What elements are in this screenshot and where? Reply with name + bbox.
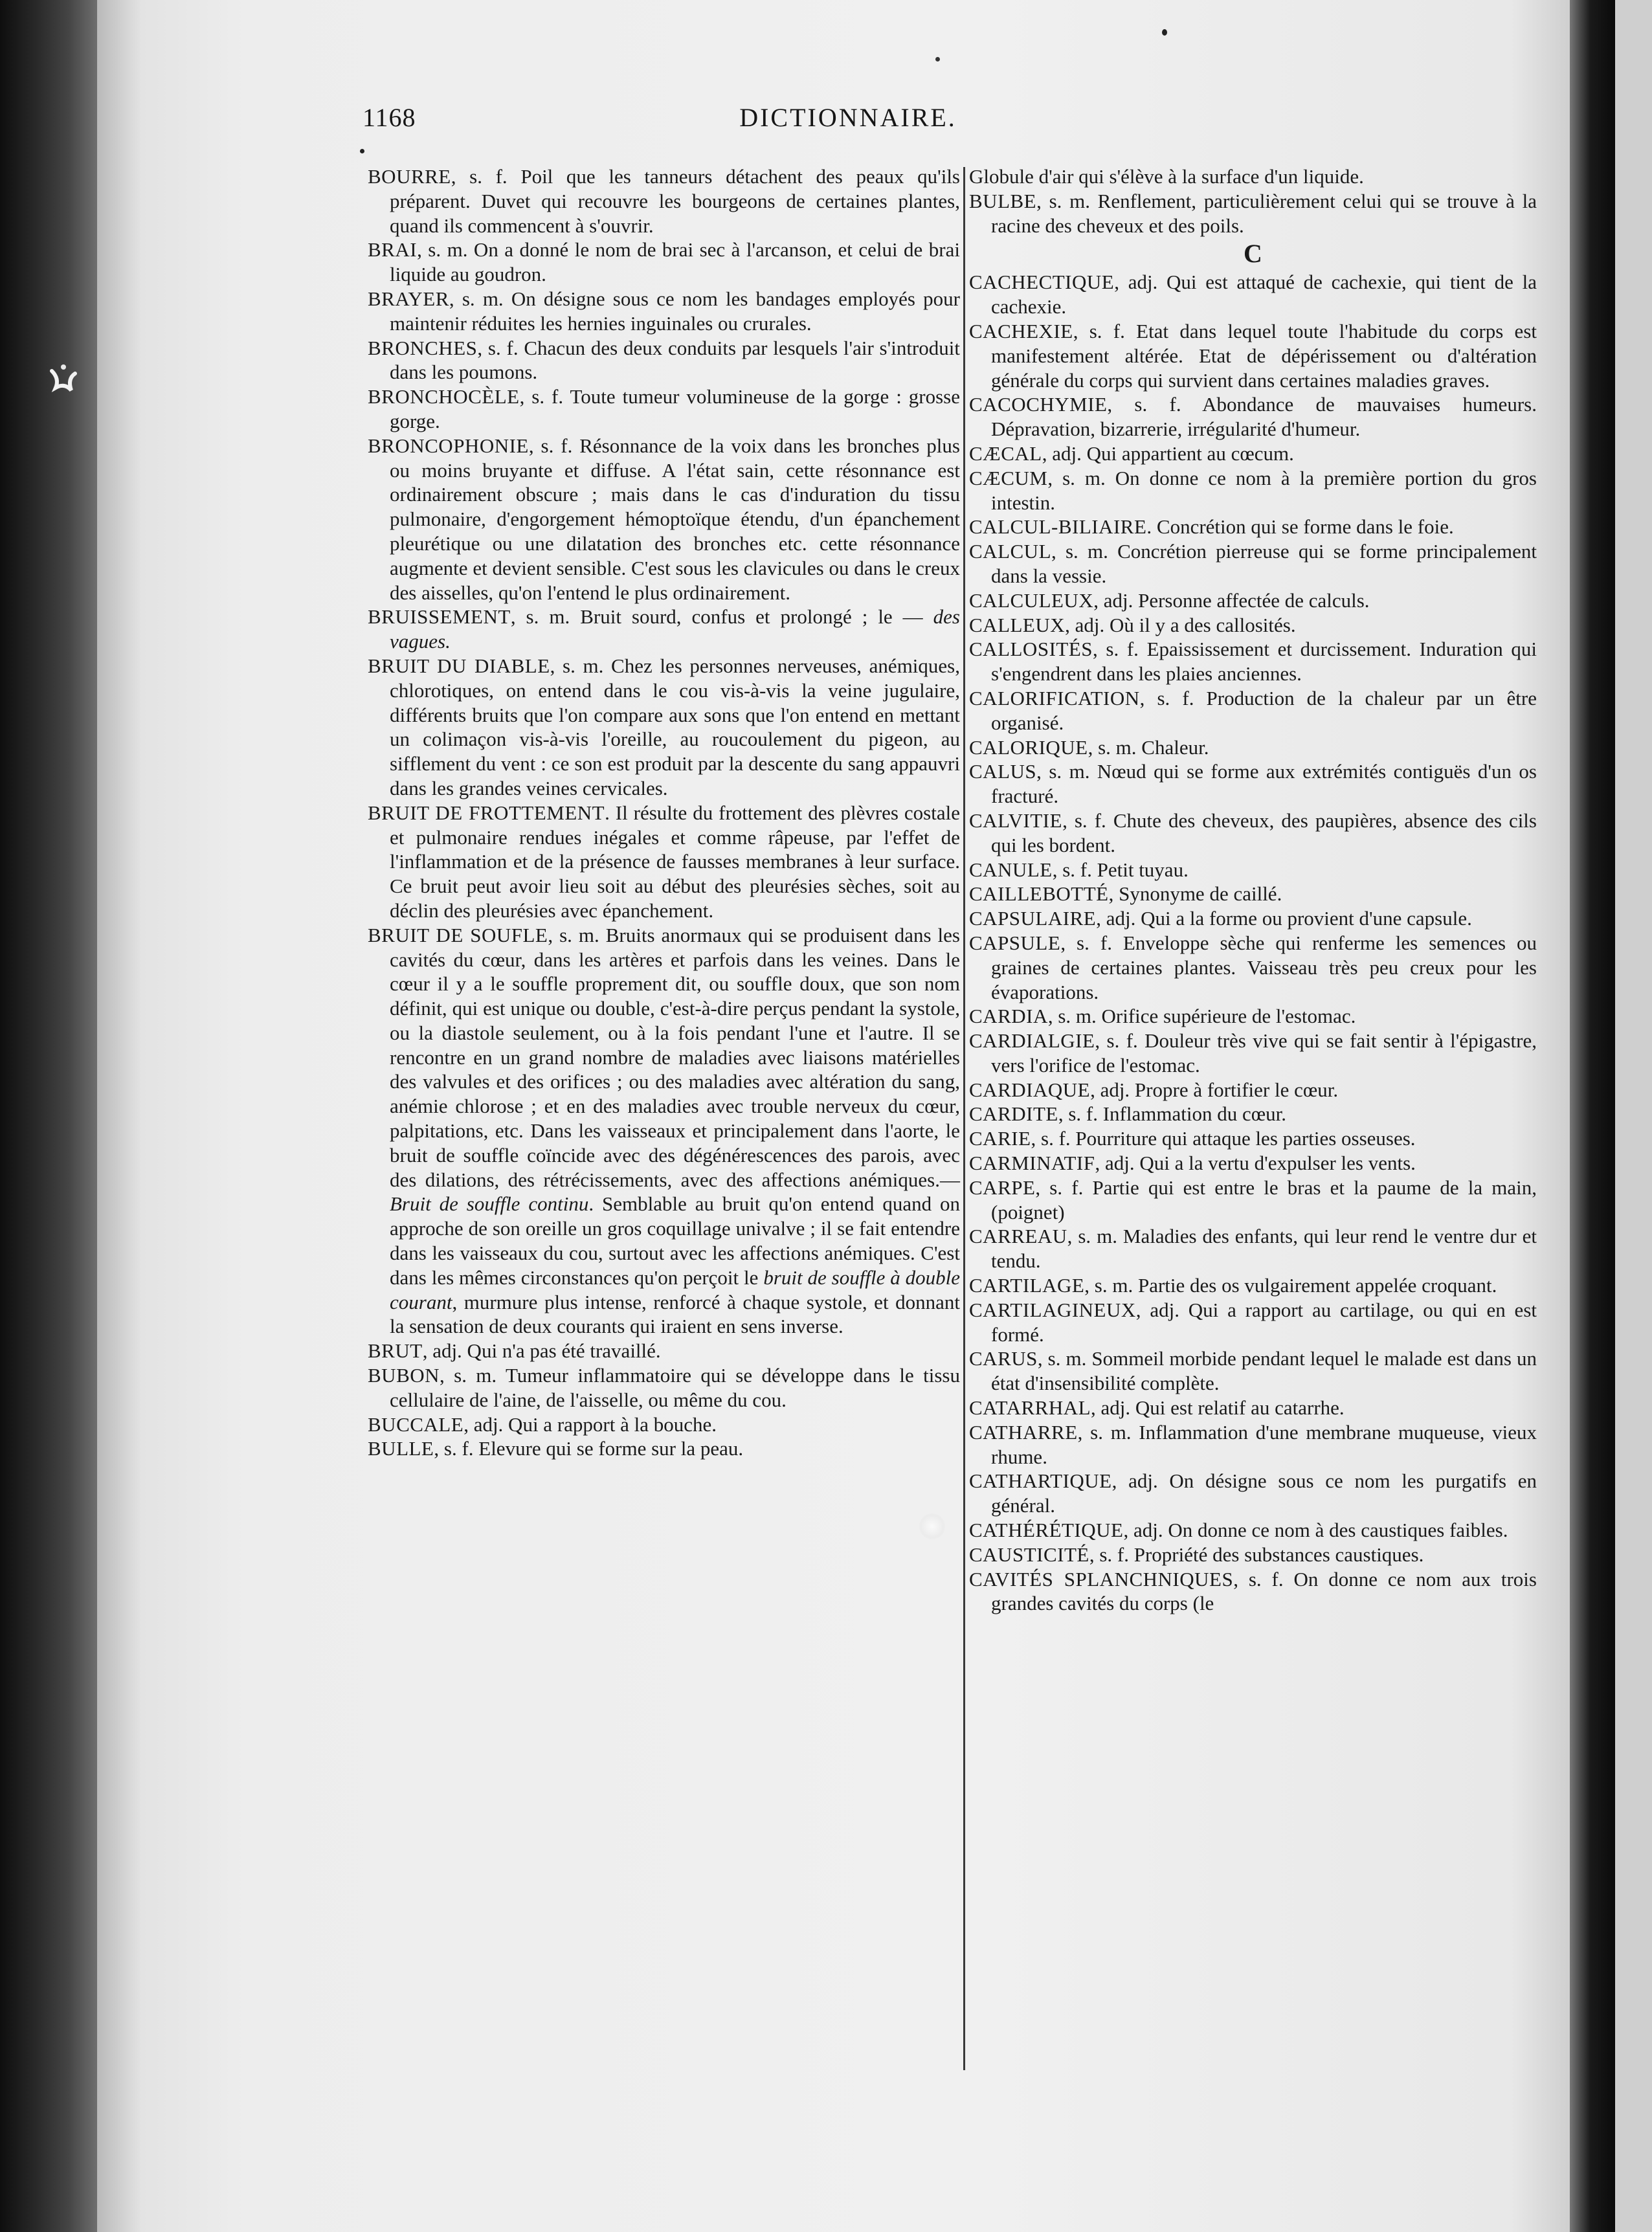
dictionary-entry — [969, 392, 1537, 441]
entry-term: BRUIT DE SOUFLE — [368, 923, 548, 946]
entry-term: CACHECTIQUE — [969, 271, 1115, 294]
entry-definition: , s. f. Pourriture qui attaque les parties osseuses. — [1031, 1127, 1416, 1150]
entry-term: BOURRE — [368, 165, 451, 188]
right-column — [969, 164, 1537, 1616]
entry-definition: , s. m. Inflammation d'une membrane muqueuse, vieux rhume. — [991, 1420, 1537, 1468]
entry-definition: , s. m. On a donné le nom de brai sec à l'arcanson, et celui de brai liquide au goudron. — [390, 238, 960, 286]
entry-term: CALORIQUE — [969, 735, 1088, 759]
ink-dot — [935, 57, 940, 61]
entry-definition: , adj. Qui a rapport à la bouche. — [463, 1412, 717, 1436]
entry-italic: des vagues. — [390, 605, 960, 653]
dictionary-entry — [969, 637, 1537, 686]
entry-term: CALCULEUX — [969, 588, 1094, 612]
dictionary-entry — [969, 1346, 1537, 1396]
entry-term: CALUS — [969, 760, 1037, 783]
dictionary-entry — [969, 882, 1537, 906]
page-header — [363, 102, 1334, 141]
entry-term: CACHEXIE — [969, 319, 1073, 342]
entry-definition: , s. m. Bruits anormaux qui se produisent dans les cavités du cœur, dans les artères et parfois dans les veines. Dans le cœur il y a le souffle proprement dit, ou souffle doux, que son nom définit, qui est unique ou double, c'est-à-dire perçus pendant la systole, ou la diastole seulement, ou à la fois pendant l'une et l'autre. Il se rencontre en un grand nombre de maladies avec liaisons matérielles des valvules et des orifices ; ou des maladies avec altération du sang, anémie chlorose ; et en des maladies avec trouble nerveux du cœur, palpitations, etc. Dans les vaisseaux et principalement dans l'aorte, le bruit de souffle coïncide avec des dégénérescences des parois, avec des dilations, des rétrécissements, avec des affections anémiques.— — [390, 923, 960, 1191]
entry-term: CATHÉRÉTIQUE — [969, 1519, 1124, 1542]
dictionary-entry — [368, 287, 960, 336]
entry-term: CALLOSITÉS — [969, 638, 1093, 661]
entry-term: BUBON — [368, 1364, 440, 1387]
entry-definition: , s. m. Sommeil morbide pendant lequel le malade est dans un état d'insensibilité complète. — [991, 1347, 1537, 1395]
entry-term: CALCUL-BILIAIRE — [969, 515, 1147, 539]
dictionary-entry — [969, 1078, 1537, 1102]
dictionary-entry — [969, 1126, 1537, 1151]
entry-term: CARDIALGIE — [969, 1029, 1095, 1053]
dictionary-entry — [969, 809, 1537, 858]
dictionary-entry — [368, 1436, 960, 1461]
dictionary-entry — [969, 1004, 1537, 1029]
right-column-continuation — [969, 164, 1537, 238]
dictionary-entry — [969, 858, 1537, 882]
entry-definition: , s. f. Abondance de mauvaises humeurs. Dépravation, bizarrerie, irrégularité d'humeur. — [991, 393, 1537, 441]
running-head: DICTIONNAIRE. — [739, 103, 957, 132]
entry-definition: , s. f. Chacun des deux conduits par lesquels l'air s'introduit dans les poumons. — [390, 336, 960, 384]
entry-definition: , s. f. Enveloppe sèche qui renferme les semences ou graines de certaines plantes. Vaisseau très peu creux pour les évaporations. — [991, 931, 1537, 1003]
entry-definition: , s. m. Partie des os vulgairement appelée croquant. — [1084, 1274, 1497, 1297]
entry-definition: Globule d'air qui s'élève à la surface d'un liquide. — [969, 165, 1364, 188]
entry-term: BUCCALE — [368, 1412, 464, 1436]
entry-term: CARTILAGE — [969, 1274, 1085, 1297]
entry-term: CARTILAGINEUX — [969, 1298, 1136, 1321]
entry-definition: , s. f. Etat dans lequel toute l'habitude du corps est manifestement altérée. Etat de dépérissement ou d'altération générale du corps qui survient dans certaines maladies graves. — [991, 319, 1537, 392]
entry-definition: , adj. Qui a rapport au cartilage, ou qui en est formé. — [991, 1298, 1537, 1346]
entry-definition: , s. f. Toute tumeur volumineuse de la gorge : grosse gorge. — [390, 385, 960, 432]
entry-definition: , Synonyme de caillé. — [1108, 882, 1282, 906]
dictionary-entry — [969, 539, 1537, 588]
entry-definition: , adj. Propre à fortifier le cœur. — [1090, 1078, 1339, 1101]
entry-definition: , s. f. Elevure qui se forme sur la peau. — [434, 1437, 744, 1460]
entry-definition: , adj. Personne affectée de calculs. — [1093, 588, 1370, 612]
entry-definition: , s. f. Poil que les tanneurs détachent des peaux qu'ils préparent. Duvet qui recouvre les bourgeons de certaines plantes, quand ils commencent à s'ouvrir. — [390, 165, 960, 237]
entry-term: BRUIT DU DIABLE — [368, 654, 550, 677]
entry-term: CAVITÉS SPLANCHNIQUES — [969, 1567, 1234, 1590]
dictionary-entry — [969, 164, 1537, 189]
dictionary-entry — [969, 906, 1537, 931]
entry-definition: , s. m. Renflement, particulièrement celui qui se trouve à la racine des cheveux et des poils. — [991, 189, 1537, 237]
entry-term: CÆCUM — [969, 466, 1048, 489]
dictionary-entry — [969, 1102, 1537, 1126]
dictionary-entry — [368, 801, 960, 923]
dictionary-entry — [969, 441, 1537, 466]
dictionary-entry — [969, 1273, 1537, 1298]
entry-term: CALVITIE — [969, 809, 1063, 832]
entry-term: CATHARTIQUE — [969, 1469, 1112, 1493]
entry-definition: , adj. On désigne sous ce nom les purgatifs en général. — [991, 1469, 1537, 1517]
dictionary-entry — [368, 605, 960, 654]
dictionary-entry — [969, 759, 1537, 809]
entry-italic: bruit de souffle à double courant — [390, 1266, 960, 1313]
entry-term: CARDITE — [969, 1102, 1058, 1126]
entry-definition: . Semblable au bruit qu'on entend quand on approche de son oreille un gros coquillage univalve ; il se fait entendre dans les vaisseaux du cou, surtout avec les affections anémiques. C'est dans les mêmes circonstances qu'on perçoit le — [390, 1192, 960, 1289]
entry-term: CARREAU — [969, 1225, 1067, 1248]
right-column-entries — [969, 270, 1537, 1616]
entry-definition: . Il résulte du frottement des plèvres costale et pulmonaire rendues inégales et comme râpeuse, par l'effet de l'inflammation et de la présence de fausses membranes à leur surface. Ce bruit peut avoir lieu soit au début des pleurésies sèches, soit au déclin des pleurésies avec épanchement. — [390, 801, 960, 922]
entry-definition: , s. m. Concrétion pierreuse qui se forme principalement dans la vessie. — [991, 540, 1537, 587]
facing-page-edge — [1615, 0, 1652, 2232]
book-binding — [0, 0, 97, 2232]
entry-term: CARPE — [969, 1176, 1036, 1199]
dictionary-entry — [969, 1567, 1537, 1616]
dictionary-entry — [969, 1029, 1537, 1078]
page-number: 1168 — [363, 103, 416, 132]
entry-definition: , adj. Qui appartient au cœcum. — [1042, 441, 1294, 465]
entry-definition: , s. f. Production de la chaleur par un être organisé. — [991, 686, 1537, 734]
entry-definition: , s. f. Epaississement et durcissement. Induration qui s'engendrent dans les plaies anciennes. — [991, 638, 1537, 686]
dictionary-entry — [368, 1363, 960, 1412]
entry-definition: , s. m. Chaleur. — [1088, 735, 1209, 759]
entry-definition: , s. f. Chute des cheveux, des paupières, absence des cils qui les bordent. — [991, 809, 1537, 856]
entry-term: CARDIAQUE — [969, 1078, 1091, 1101]
dictionary-entry — [368, 238, 960, 287]
entry-definition: , adj. Où il y a des callosités. — [1065, 613, 1296, 636]
entry-definition: , s. m. Bruit sourd, confus et prolongé ; le — — [510, 605, 933, 629]
page-fold-shadow — [1570, 0, 1615, 2232]
entry-definition: , s. f. Inflammation du cœur. — [1058, 1102, 1286, 1126]
entry-term: BRUT — [368, 1339, 423, 1363]
entry-term: CAILLEBOTTÉ — [969, 882, 1109, 906]
dictionary-entry — [368, 1412, 960, 1437]
entry-definition: , s. f. On donne ce nom aux trois grandes cavités du corps (le — [991, 1567, 1537, 1615]
column-divider — [963, 167, 965, 2070]
dictionary-entry — [969, 1543, 1537, 1567]
dictionary-entry — [368, 923, 960, 1339]
dictionary-entry — [969, 189, 1537, 238]
entry-term: CARMINATIF — [969, 1152, 1095, 1175]
dictionary-entry — [969, 319, 1537, 392]
entry-term: BRAI — [368, 238, 418, 262]
entry-definition: , s. m. Maladies des enfants, qui leur rend le ventre dur et tendu. — [991, 1225, 1537, 1273]
dictionary-entry — [969, 1224, 1537, 1273]
entry-definition: , adj. Qui n'a pas été travaillé. — [422, 1339, 661, 1363]
entry-definition: , s. m. Nœud qui se forme aux extrémités contiguës d'un os fracturé. — [991, 760, 1537, 808]
entry-term: CÆCAL — [969, 441, 1042, 465]
paper-stain — [919, 1513, 945, 1539]
entry-term: CACOCHYMIE — [969, 393, 1108, 416]
entry-term: BRONCOPHONIE — [368, 434, 529, 457]
margin-bullet — [360, 149, 364, 153]
entry-definition: , s. f. Propriété des substances caustiques. — [1089, 1543, 1424, 1566]
dictionary-entry — [368, 336, 960, 385]
dictionary-entry — [969, 931, 1537, 1004]
entry-italic: Bruit de souffle continu — [390, 1192, 589, 1216]
entry-definition: , s. m. On désigne sous ce nom les bandages employés pour maintenir réduites les hernies inguinales ou crurales. — [390, 287, 960, 335]
entry-term: BRONCHOCÈLE — [368, 385, 520, 408]
dictionary-entry — [969, 270, 1537, 319]
entry-term: CARUS — [969, 1347, 1038, 1370]
entry-definition: , adj. Qui a la vertu d'expulser les vents. — [1095, 1152, 1416, 1175]
entry-term: CAPSULAIRE — [969, 907, 1097, 930]
entry-definition: , s. m. Orifice supérieure de l'estomac. — [1047, 1005, 1356, 1028]
dictionary-entry — [368, 164, 960, 238]
entry-term: BULLE — [368, 1437, 434, 1460]
entry-definition: , adj. Qui est relatif au catarrhe. — [1091, 1396, 1345, 1420]
dictionary-entry — [368, 1339, 960, 1363]
dictionary-entry — [969, 515, 1537, 539]
section-letter: C — [1244, 239, 1262, 269]
entry-definition: , s. f. Partie qui est entre le bras et la paume de la main, (poignet) — [991, 1176, 1537, 1223]
entry-term: CAPSULE — [969, 931, 1061, 954]
entry-definition: , adj. Qui a la forme ou provient d'une capsule. — [1096, 907, 1472, 930]
entry-definition: , adj. Qui est attaqué de cachexie, qui tient de la cachexie. — [991, 271, 1537, 318]
entry-definition: . Concrétion qui se forme dans le foie. — [1146, 515, 1454, 539]
dictionary-entry — [368, 434, 960, 605]
dictionary-entry — [969, 588, 1537, 613]
dictionary-entry — [368, 385, 960, 434]
entry-definition: , s. m. On donne ce nom à la première portion du gros intestin. — [991, 466, 1537, 514]
left-column — [368, 164, 960, 1461]
entry-definition: , s. m. Tumeur inflammatoire qui se développe dans le tissu cellulaire de l'aine, de l'aisselle, ou même du cou. — [390, 1364, 960, 1411]
entry-term: BRONCHES — [368, 336, 478, 359]
dictionary-entry — [969, 735, 1537, 760]
dictionary-entry — [969, 1298, 1537, 1347]
entry-term: CAUSTICITÉ — [969, 1543, 1089, 1566]
entry-definition: , s. f. Douleur très vive qui se fait sentir à l'épigastre, vers l'orifice de l'estomac. — [991, 1029, 1537, 1077]
entry-term: CARDIA — [969, 1005, 1048, 1028]
entry-term: CALCUL — [969, 540, 1051, 563]
dictionary-entry — [969, 1420, 1537, 1469]
entry-term: BRAYER — [368, 287, 449, 310]
entry-term: BRUISSEMENT — [368, 605, 511, 629]
dictionary-entry — [969, 1518, 1537, 1543]
entry-definition: , s. f. Résonnance de la voix dans les bronches plus ou moins bruyante et diffuse. A l'état sain, cette résonnance est ordinairement obscure ; mais dans le cas d'induration du tissu pulmonaire, d'engorgement hémoptoïque étendu, d'un épanchement pleurétique ou une dilatation des bronches etc. cette résonnance augmente et devient sensible. C'est sous les clavicules ou dans le creux des aisselles, qu'on l'entend le plus ordinairement. — [390, 434, 960, 604]
entry-term: CATARRHAL — [969, 1396, 1091, 1420]
entry-definition: , adj. On donne ce nom à des caustiques faibles. — [1123, 1519, 1508, 1542]
dictionary-entry — [969, 1151, 1537, 1176]
entry-term: BRUIT DE FROTTEMENT — [368, 801, 605, 824]
dictionary-entry — [969, 1469, 1537, 1518]
dictionary-entry — [969, 686, 1537, 735]
paper-speck-marks — [45, 359, 97, 398]
dictionary-entry — [969, 1396, 1537, 1420]
entry-term: CALLEUX — [969, 613, 1066, 636]
entry-term: CATHARRE — [969, 1420, 1078, 1444]
dictionary-entry — [969, 466, 1537, 515]
dictionary-entry — [969, 1176, 1537, 1225]
dictionary-entry — [368, 654, 960, 801]
entry-term: CALORIFICATION — [969, 686, 1140, 709]
entry-term: CANULE — [969, 858, 1053, 881]
entry-definition: , s. f. Petit tuyau. — [1052, 858, 1189, 881]
entry-definition: , s. m. Chez les personnes nerveuses, anémiques, chlorotiques, on entend dans le cou vis-à-vis la veine jugulaire, différents bruits que l'on compare aux sons que l'on entend en mettant un colimaçon vis-à-vis l'oreille, au roucoulement du pigeon, au sifflement du vent : ce son est produit par la descente du sang appauvri dans les grandes veines cervicales. — [390, 654, 960, 799]
ink-dot — [1162, 29, 1167, 36]
entry-term: CARIE — [969, 1127, 1031, 1150]
entry-definition: , murmure plus intense, renforcé à chaque systole, et donnant la sensation de deux courants qui iraient en sens inverse. — [390, 1290, 960, 1338]
entry-term: BULBE — [969, 189, 1037, 212]
dictionary-entry — [969, 613, 1537, 638]
